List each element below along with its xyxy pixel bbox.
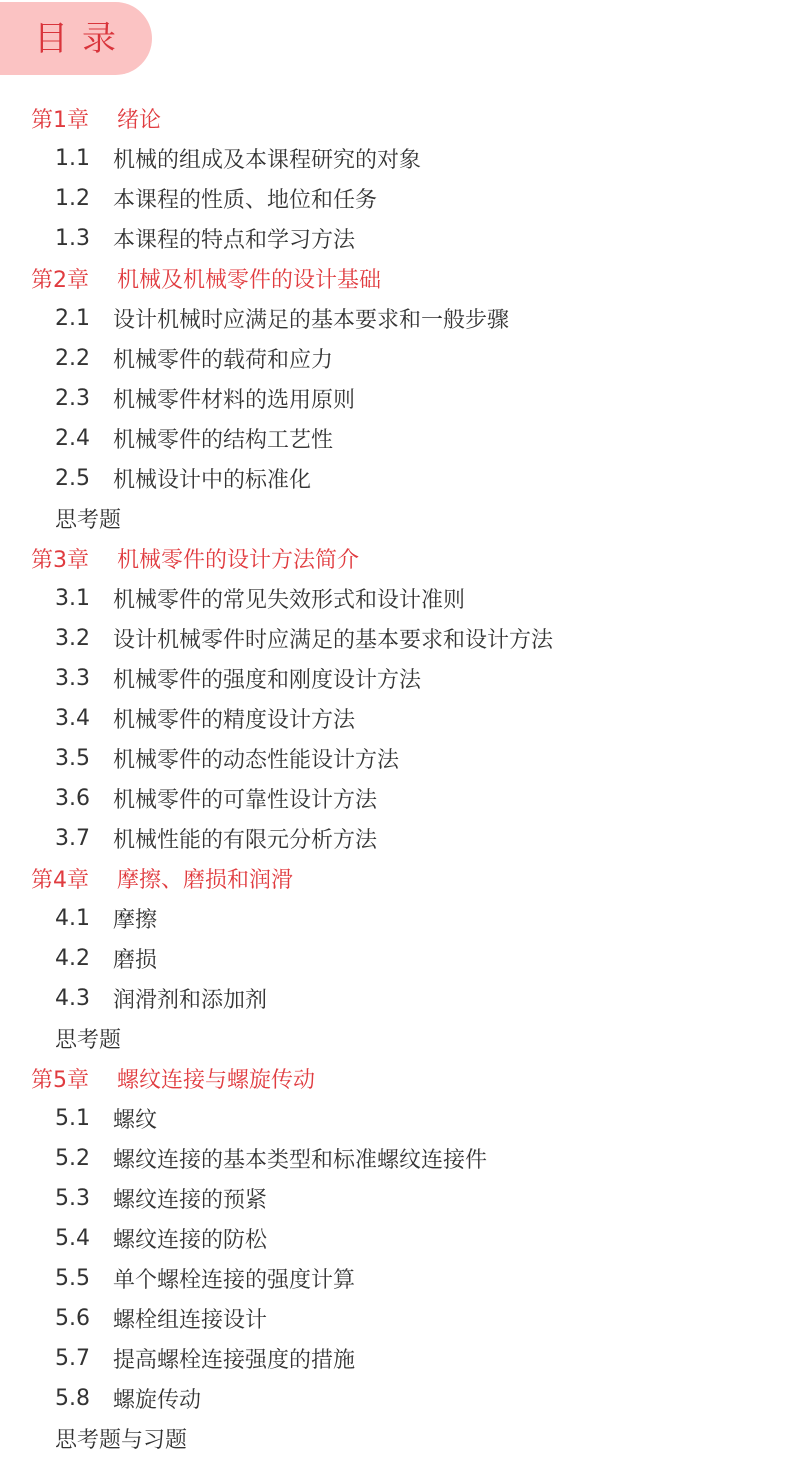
section-number: 5.5 [55,1265,90,1291]
section-number: 3.5 [55,745,90,771]
toc-section-row[interactable] [0,338,790,378]
section-number: 5.6 [55,1305,90,1331]
toc-extra-row[interactable] [0,498,790,538]
section-number: 5.7 [55,1345,90,1371]
section-title: 螺纹 [113,1107,158,1133]
section-number: 2.4 [55,425,90,451]
section-number: 1.2 [55,185,90,211]
chapter-title: 机械零件的设计方法简介 [117,547,360,573]
section-title: 机械零件的动态性能设计方法 [113,747,400,773]
section-number: 3.4 [55,705,90,731]
toc-chapter-row[interactable] [0,1058,790,1098]
chapter-number: 第1章 [31,107,89,133]
toc-extra-row[interactable] [0,1418,790,1458]
section-title: 单个螺栓连接的强度计算 [113,1267,356,1293]
section-title: 螺旋传动 [113,1387,202,1413]
chapter-number: 第5章 [31,1067,89,1093]
toc-section-row[interactable] [0,378,790,418]
section-number: 3.3 [55,665,90,691]
section-title: 螺栓组连接设计 [113,1307,268,1333]
section-number: 2.3 [55,385,90,411]
exercises-title: 思考题 [55,507,122,533]
section-number: 5.2 [55,1145,90,1171]
section-number: 3.1 [55,585,90,611]
toc-chapter-row[interactable] [0,98,790,138]
toc-section-row[interactable] [0,298,790,338]
section-number: 4.2 [55,945,90,971]
section-title: 机械零件的可靠性设计方法 [113,787,378,813]
section-number: 2.2 [55,345,90,371]
toc-section-row[interactable] [0,1218,790,1258]
toc-section-row[interactable] [0,1138,790,1178]
section-title: 机械零件的精度设计方法 [113,707,356,733]
chapter-number: 第3章 [31,547,89,573]
toc-section-row[interactable] [0,778,790,818]
toc-chapter-row[interactable] [0,858,790,898]
section-title: 机械零件的强度和刚度设计方法 [113,667,422,693]
toc-section-row[interactable] [0,578,790,618]
section-title: 螺纹连接的基本类型和标准螺纹连接件 [113,1147,488,1173]
toc-chapter-row[interactable] [0,538,790,578]
toc-section-row[interactable] [0,1298,790,1338]
exercises-title: 思考题与习题 [55,1427,188,1453]
page-title: 目录 [34,18,130,59]
toc-section-row[interactable] [0,898,790,938]
exercises-title: 思考题 [55,1027,122,1053]
toc-section-row[interactable] [0,1178,790,1218]
section-number: 5.8 [55,1385,90,1411]
toc-extra-row[interactable] [0,1018,790,1058]
table-of-contents [0,98,790,1458]
toc-section-row[interactable] [0,138,790,178]
toc-section-row[interactable] [0,818,790,858]
section-number: 5.1 [55,1105,90,1131]
section-title: 机械的组成及本课程研究的对象 [113,147,422,173]
chapter-number: 第4章 [31,867,89,893]
section-number: 1.3 [55,225,90,251]
section-title: 设计机械时应满足的基本要求和一般步骤 [113,307,510,333]
toc-section-row[interactable] [0,658,790,698]
section-number: 4.1 [55,905,90,931]
section-title: 螺纹连接的防松 [113,1227,268,1253]
section-title: 磨损 [113,947,158,973]
chapter-title: 摩擦、磨损和润滑 [117,867,294,893]
toc-section-row[interactable] [0,1098,790,1138]
toc-section-row[interactable] [0,1258,790,1298]
chapter-title: 机械及机械零件的设计基础 [117,267,382,293]
section-number: 3.2 [55,625,90,651]
toc-section-row[interactable] [0,218,790,258]
toc-section-row[interactable] [0,738,790,778]
section-number: 5.4 [55,1225,90,1251]
section-number: 2.1 [55,305,90,331]
section-number: 3.6 [55,785,90,811]
section-title: 机械零件的结构工艺性 [113,427,334,453]
chapter-number: 第2章 [31,267,89,293]
section-title: 润滑剂和添加剂 [113,987,268,1013]
section-title: 本课程的特点和学习方法 [113,227,356,253]
section-title: 本课程的性质、地位和任务 [113,187,378,213]
toc-chapter-row[interactable] [0,258,790,298]
section-number: 2.5 [55,465,90,491]
toc-section-row[interactable] [0,1338,790,1378]
toc-section-row[interactable] [0,978,790,1018]
section-title: 摩擦 [113,907,158,933]
section-title: 机械零件材料的选用原则 [113,387,356,413]
section-title: 设计机械零件时应满足的基本要求和设计方法 [113,627,554,653]
section-number: 3.7 [55,825,90,851]
chapter-title: 绪论 [117,107,162,133]
toc-section-row[interactable] [0,938,790,978]
toc-section-row[interactable] [0,178,790,218]
section-title: 机械性能的有限元分析方法 [113,827,378,853]
toc-section-row[interactable] [0,418,790,458]
section-number: 1.1 [55,145,90,171]
section-title: 机械零件的载荷和应力 [113,347,334,373]
section-number: 4.3 [55,985,90,1011]
section-title: 机械设计中的标准化 [113,467,312,493]
toc-section-row[interactable] [0,698,790,738]
section-number: 5.3 [55,1185,90,1211]
toc-title-tab [0,2,152,75]
section-title: 提高螺栓连接强度的措施 [113,1347,356,1373]
toc-section-row[interactable] [0,458,790,498]
toc-section-row[interactable] [0,1378,790,1418]
toc-section-row[interactable] [0,618,790,658]
section-title: 机械零件的常见失效形式和设计准则 [113,587,466,613]
chapter-title: 螺纹连接与螺旋传动 [117,1067,316,1093]
section-title: 螺纹连接的预紧 [113,1187,268,1213]
